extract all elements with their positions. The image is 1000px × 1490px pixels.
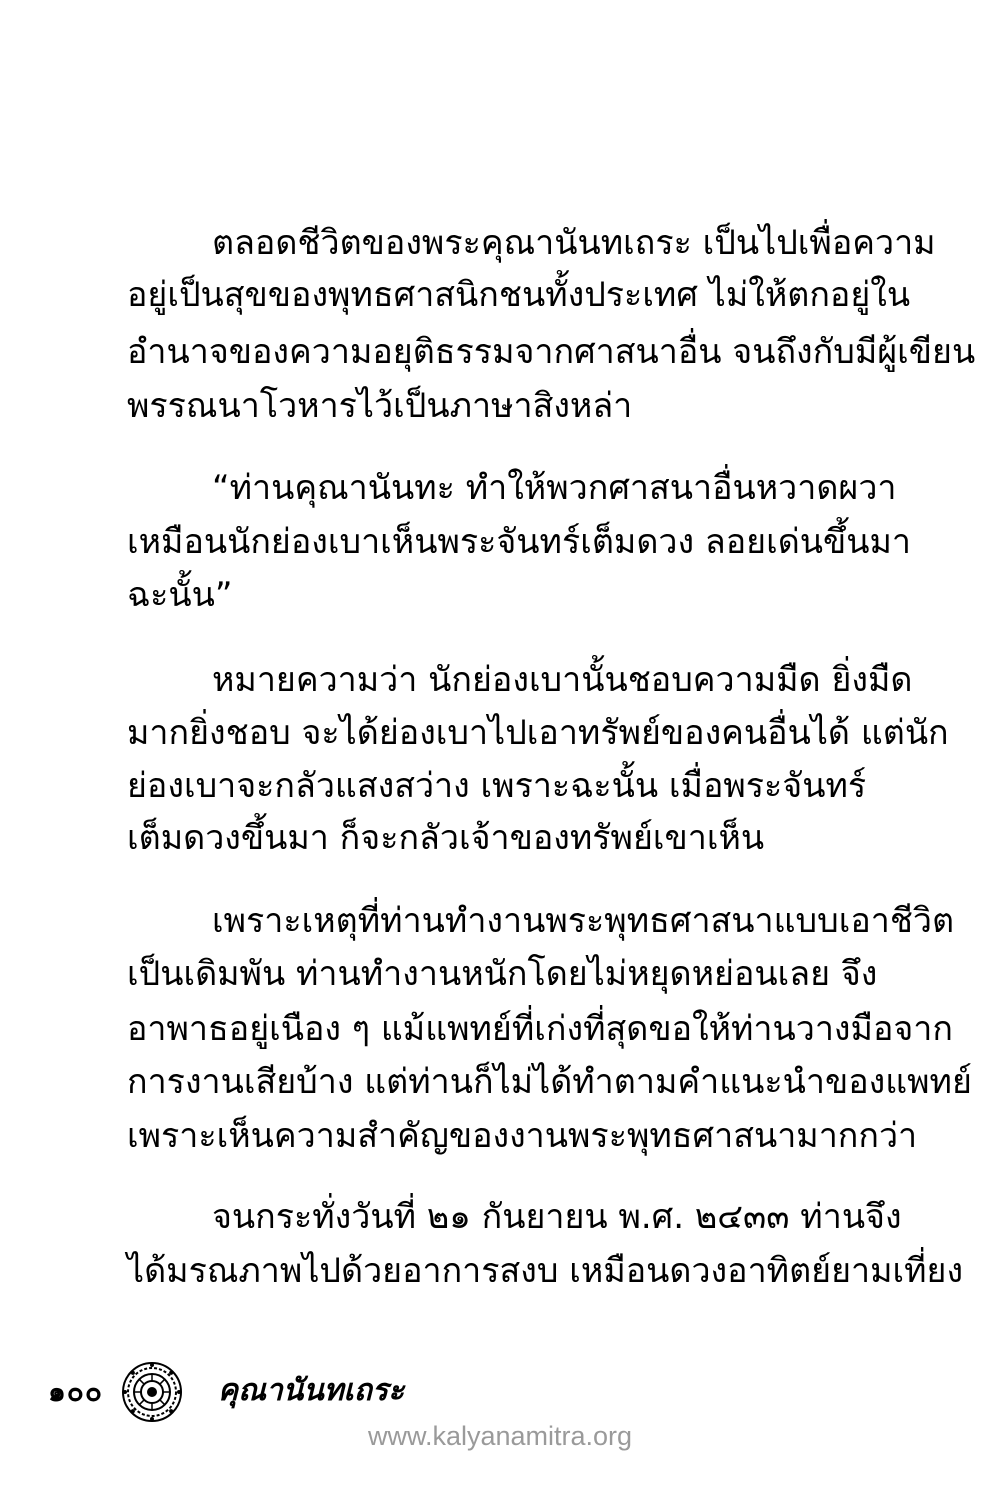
page-number: ๑๐๐ xyxy=(48,1375,103,1408)
paragraph-2-line-3: ฉะนั้น” xyxy=(127,575,233,615)
paragraph-4-line-2: เป็นเดิมพัน ท่านทำงานหนักโดยไม่หยุดหย่อนเลย จึง xyxy=(127,954,878,994)
paragraph-5-line-2: ได้มรณภาพไปด้วยอาการสงบ เหมือนดวงอาทิตย์ยามเที่ยง xyxy=(127,1251,964,1291)
website-watermark: www.kalyanamitra.org xyxy=(367,1421,633,1451)
paragraph-5-line-1: จนกระทั่งวันที่ ๒๑ กันยายน พ.ศ. ๒๔๓๓ ท่านจึง xyxy=(212,1197,902,1237)
paragraph-1-line-1: ตลอดชีวิตของพระคุณานันทเถระ เป็นไปเพื่อความ xyxy=(212,223,936,263)
paragraph-4-line-5: เพราะเห็นความสำคัญของงานพระพุทธศาสนามากกว่า xyxy=(127,1116,918,1156)
paragraph-4-line-1: เพราะเหตุที่ท่านทำงานพระพุทธศาสนาแบบเอาชีวิต xyxy=(212,901,955,941)
paragraph-1-line-2: อยู่เป็นสุขของพุทธศาสนิกชนทั้งประเทศ ไม่ให้ตกอยู่ใน xyxy=(127,275,911,315)
paragraph-4-line-4: การงานเสียบ้าง แต่ท่านก็ไม่ได้ทำตามคำแนะนำของแพทย์ xyxy=(127,1062,972,1102)
paragraph-4-line-3: อาพาธอยู่เนือง ๆ แม้แพทย์ที่เก่งที่สุดขอให้ท่านวางมือจาก xyxy=(127,1009,953,1049)
dharma-wheel-icon xyxy=(120,1360,184,1424)
paragraph-2-line-1: “ท่านคุณานันทะ ทำให้พวกศาสนาอื่นหวาดผวา xyxy=(212,468,897,508)
paragraph-1-line-3: อำนาจของความอยุติธรรมจากศาสนาอื่น จนถึงกับมีผู้เขียน xyxy=(127,332,976,372)
paragraph-2-line-2: เหมือนนักย่องเบาเห็นพระจันทร์เต็มดวง ลอยเด่นขึ้นมา xyxy=(127,522,912,562)
paragraph-3-line-4: เต็มดวงขึ้นมา ก็จะกลัวเจ้าของทรัพย์เขาเห็น xyxy=(127,818,765,858)
paragraph-3-line-1: หมายความว่า นักย่องเบานั้นชอบความมืด ยิ่งมืด xyxy=(212,660,913,700)
paragraph-3-line-2: มากยิ่งชอบ จะได้ย่องเบาไปเอาทรัพย์ของคนอื่นได้ แต่นัก xyxy=(127,713,949,753)
book-title: คุณานันทเถระ xyxy=(218,1373,405,1408)
paragraph-1-line-4: พรรณนาโวหารไว้เป็นภาษาสิงหล่า xyxy=(127,386,633,426)
paragraph-3-line-3: ย่องเบาจะกลัวแสงสว่าง เพราะฉะนั้น เมื่อพระจันทร์ xyxy=(127,766,867,806)
